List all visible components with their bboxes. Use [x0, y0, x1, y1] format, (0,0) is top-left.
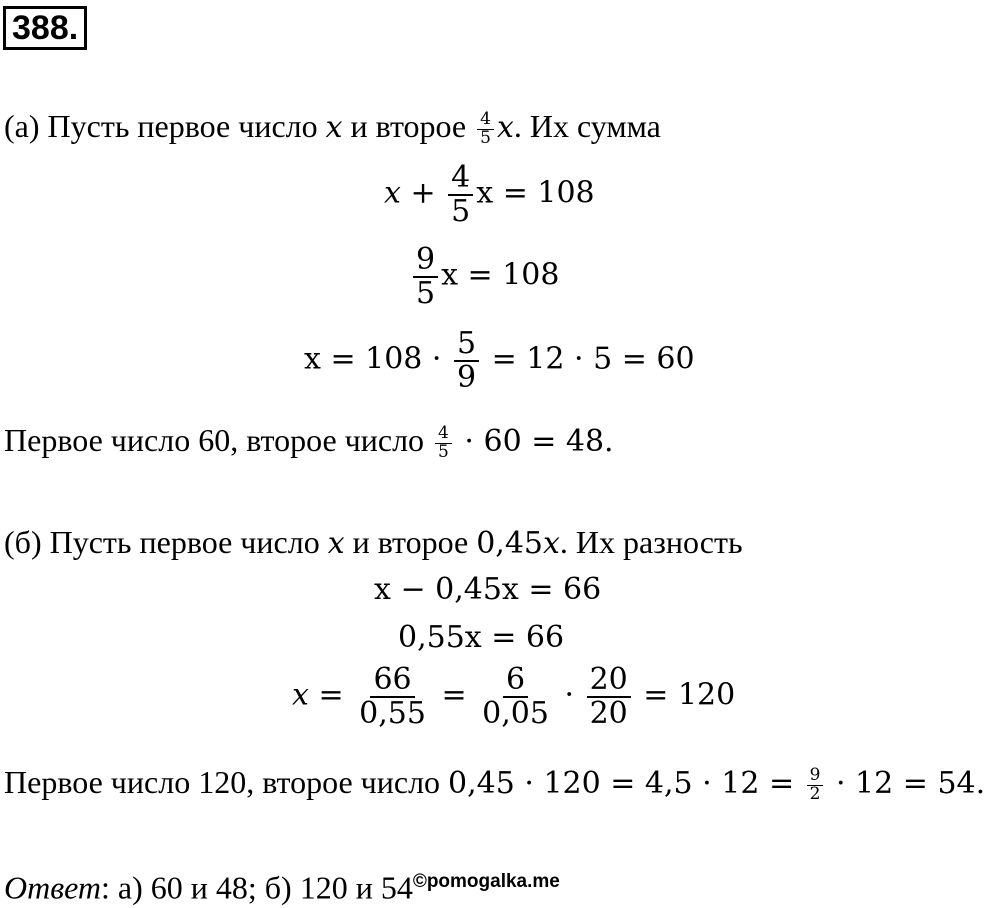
eq-fraction — [413, 244, 438, 309]
part-a-var-2: x — [496, 110, 514, 145]
part-a-end-text: . Их сумма — [513, 108, 661, 144]
eq-left: x = — [292, 677, 354, 713]
fraction-numerator: 4 — [448, 162, 473, 196]
part-a-result-end: · 60 = 48. — [454, 424, 614, 459]
answer-line — [4, 862, 560, 908]
part-a-intro — [4, 106, 661, 148]
fraction-denominator: 5 — [438, 442, 449, 463]
part-a-equation-2 — [410, 244, 559, 309]
fraction-denominator: 9 — [457, 359, 477, 395]
part-a-result — [4, 420, 614, 462]
fraction-denominator: 5 — [416, 275, 436, 311]
part-a-intro-text: (а) Пусть первое число — [4, 108, 326, 144]
part-a-equation-3 — [304, 328, 695, 393]
eq-fraction-3 — [587, 664, 631, 729]
eq-dot: · — [554, 677, 584, 713]
fraction-denominator: 20 — [589, 695, 628, 731]
eq-fraction-1 — [356, 664, 429, 729]
eq-mid: = — [431, 677, 477, 713]
part-b-result-math: 0,45 · 120 = 4,5 · 12 = — [448, 766, 804, 801]
part-b-equation-1: x − 0,45x = 66 — [374, 572, 602, 607]
watermark: ©pomogalka.me — [412, 871, 560, 892]
eq-fraction-2 — [479, 664, 552, 729]
part-b-coef: 0,45 — [476, 526, 543, 561]
answer-label: Ответ — [4, 869, 101, 906]
fraction-numerator: 6 — [503, 664, 528, 698]
part-b-result — [4, 762, 985, 804]
part-a-result-text: Первое число 60, второе число — [4, 422, 433, 458]
fraction-denominator: 5 — [480, 128, 491, 149]
eq-left: x + — [384, 175, 446, 211]
part-b-result-text: Первое число 120, второе число — [4, 764, 449, 800]
part-a-result-fraction — [435, 425, 452, 462]
part-b-result-fraction — [807, 767, 824, 804]
part-a-equation-1 — [384, 162, 595, 227]
fraction-denominator: 2 — [809, 784, 821, 805]
part-a-var: x — [325, 110, 343, 145]
eq-fraction — [454, 328, 479, 393]
answer-text: : а) 60 и 48; б) 120 и 54 — [101, 869, 413, 906]
part-b-intro — [4, 522, 743, 564]
part-a-mid-text: и второе — [342, 108, 475, 144]
eq-right: x = 108 — [441, 257, 560, 293]
eq-right: = 12 · 5 = 60 — [482, 341, 695, 377]
fraction-numerator: 9 — [807, 767, 824, 786]
part-b-equation-3 — [292, 664, 735, 729]
fraction-numerator: 66 — [370, 664, 414, 698]
fraction-denominator: 0,05 — [482, 695, 549, 731]
part-b-var-2: x — [543, 526, 560, 561]
eq-fraction — [448, 162, 473, 227]
problem-number: 388. — [3, 6, 87, 50]
part-b-result-end: · 12 = 54. — [826, 766, 985, 801]
eq-right: = 120 — [633, 677, 736, 713]
fraction-numerator: 20 — [587, 664, 631, 698]
fraction-numerator: 5 — [454, 328, 479, 362]
fraction-numerator: 4 — [477, 111, 494, 130]
part-b-var: x — [327, 526, 345, 561]
part-b-intro-text: (б) Пусть первое число — [4, 524, 328, 560]
part-a-intro-fraction — [477, 111, 494, 148]
part-b-end-text: . Их разность — [559, 524, 743, 560]
part-b-mid-text: и второе — [344, 524, 477, 560]
fraction-denominator: 5 — [451, 193, 471, 229]
fraction-numerator: 4 — [435, 425, 452, 444]
eq-right: x = 108 — [476, 175, 595, 211]
eq-left: x = 108 · — [304, 341, 451, 377]
fraction-denominator: 0,55 — [359, 695, 426, 731]
part-b-equation-2: 0,55x = 66 — [398, 620, 565, 655]
fraction-numerator: 9 — [413, 244, 438, 278]
